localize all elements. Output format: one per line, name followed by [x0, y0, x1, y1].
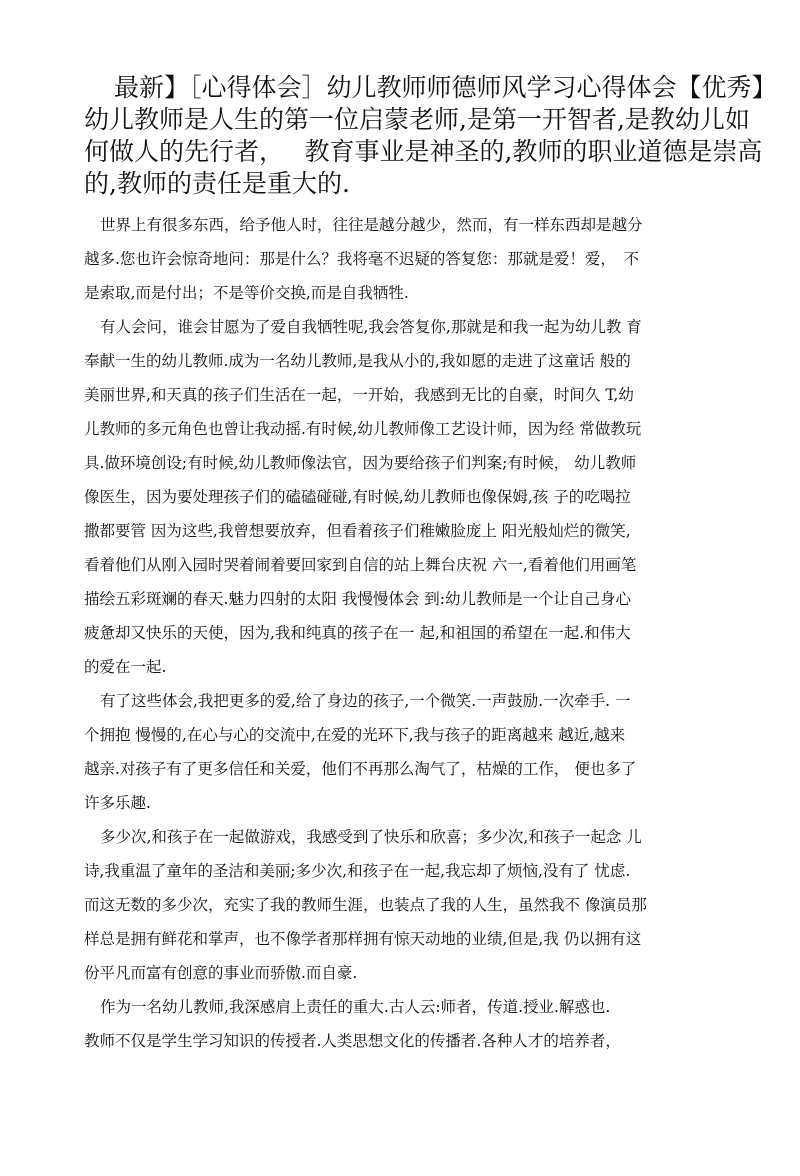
text-line: 像医生，因为要处理孩子们的磕磕碰碰,有时候,幼儿教师也像保姆,孩 子的吃喝拉: [84, 488, 631, 506]
title-line: 的,教师的责任是重大的.: [84, 169, 350, 198]
paragraph: [84, 310, 724, 684]
text-line: 美丽世界,和天真的孩子们生活在一起，一开始，我感到无比的自豪，时间久 T,幼: [84, 386, 634, 404]
text-line: 有人会问，谁会甘愿为了爱自我牺牲呢,我会答复你,那就是和我一起为幼儿教 育: [100, 318, 642, 336]
text-line: 许多乐趣.: [84, 794, 151, 812]
title-line: 幼儿教师是人生的第一位启蒙老师,是第一开智者,是教幼儿如: [84, 105, 750, 134]
text-line: 作为一名幼儿教师,我深感肩上责任的重大.古人云:师者，传道.授业.解惑也.: [100, 998, 611, 1016]
text-line: 撒都要管 因为这些,我曾想要放弃，但看着孩子们稚嫩脸庞上 阳光般灿烂的微笑,: [84, 522, 631, 540]
text-line: 的爱在一起.: [84, 658, 167, 676]
text-line: 份平凡而富有创意的事业而骄傲.而自豪.: [84, 964, 358, 982]
paragraph: [84, 684, 724, 820]
text-line: 越多.您也许会惊奇地问：那是什么？我将毫不迟疑的答复您：那就是爱！爱， 不: [84, 250, 640, 268]
document-body: [84, 208, 724, 1058]
text-line: 看着他们从刚入园时哭着闹着要回家到自信的站上舞台庆祝 六一,看着他们用画笔: [84, 556, 637, 574]
text-line: 儿教师的多元角色也曾让我动摇.有时候,幼儿教师像工艺设计师，因为经 常做教玩: [84, 420, 642, 438]
text-line: 诗,我重温了童年的圣洁和美丽;多少次,和孩子在一起,我忘却了烦恼,没有了 忧虑.: [84, 862, 631, 880]
paragraph: [84, 990, 724, 1058]
text-line: 个拥抱 慢慢的,在心与心的交流中,在爱的光环下,我与孩子的距离越来 越近,越来: [84, 726, 626, 744]
text-line: 疲惫却又快乐的天使，因为,我和纯真的孩子在一 起,和祖国的希望在一起.和伟大: [84, 624, 631, 642]
text-line: 具.做环境创设;有时候,幼儿教师像法官，因为要给孩子们判案;有时候， 幼儿教师: [84, 454, 637, 472]
document-title: [84, 72, 777, 200]
title-line: 何做人的先行者， 教育事业是神圣的,教师的职业道德是崇高: [84, 137, 763, 166]
paragraph: [84, 208, 724, 310]
text-line: 描绘五彩斑斓的春天.魅力四射的太阳 我慢慢体会 到:幼儿教师是一个让自己身心: [84, 590, 632, 608]
text-line: 多少次,和孩子在一起做游戏，我感受到了快乐和欣喜；多少次,和孩子一起念 儿: [100, 828, 642, 846]
text-line: 世界上有很多东西，给予他人时，往往是越分越少，然而，有一样东西却是越分: [100, 216, 643, 234]
text-line: 奉献一生的幼儿教师.成为一名幼儿教师,是我从小的,我如愿的走进了这童话 般的: [84, 352, 631, 370]
text-line: 而这无数的多少次，充实了我的教师生涯，也装点了我的人生，虽然我不 像演员那: [84, 896, 647, 914]
paragraph: [84, 820, 724, 990]
text-line: 越亲.对孩子有了更多信任和关爱，他们不再那么淘气了，枯燥的工作， 便也多了: [84, 760, 637, 778]
text-line: 教师不仅是学生学习知识的传授者.人类思想文化的传播者.各种人才的培养者，: [84, 1032, 621, 1050]
text-line: 是索取,而是付出；不是等价交换,而是自我牺牲.: [84, 284, 409, 302]
text-line: 样总是拥有鲜花和掌声，也不像学者那样拥有惊天动地的业绩,但是,我 仍以拥有这: [84, 930, 642, 948]
text-line: 有了这些体会,我把更多的爱,给了身边的孩子,一个微笑.一声鼓励.一次牵手. 一: [100, 692, 631, 710]
title-line: 最新】［心得体会］幼儿教师师德师风学习心得体会【优秀】: [114, 73, 777, 102]
